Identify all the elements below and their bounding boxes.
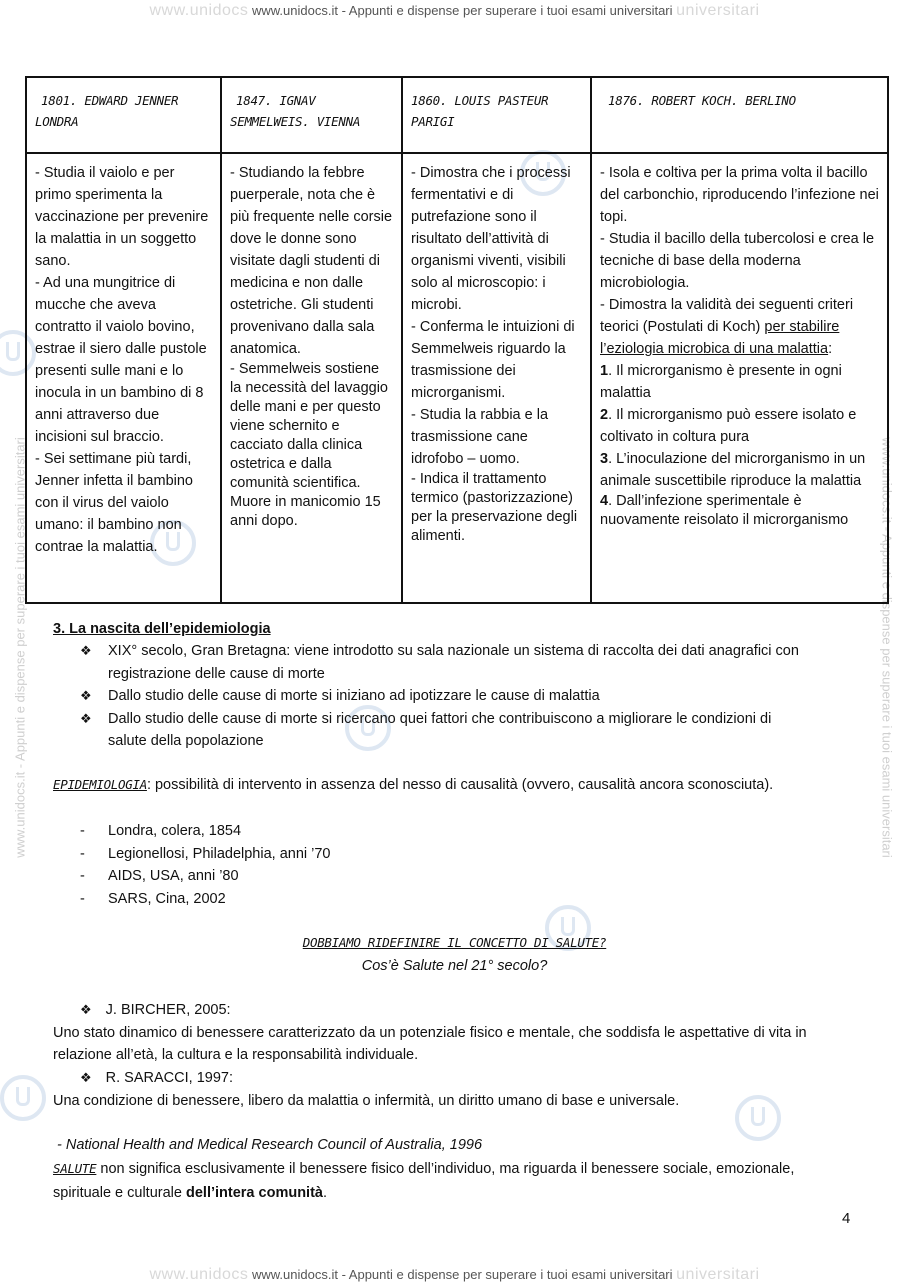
header-ghost-right: universitari: [676, 2, 760, 19]
cell-koch: - Isola e coltiva per la prima volta il bacillo del carbonchio, riproducendo l’infezione nei topi. - Studia il bacillo della tubercolosi e crea le tecniche di base della moderna microbiologia. - Dimostra la validità dei seguenti criteri teorici (Postulati di Koch) per stabilire l’eziologia microbica di una malattia: 1. Il microrganismo è presente in ogni malattia 2. Il microrganismo può essere isolato e coltivato in coltura pura 3. L’inoculazione del microrganismo in un animale suscettibile riproduce la malattia 4. Dall’infezione sperimentale è nuovamente reisolato il microrganismo: [591, 153, 888, 603]
quote-bircher-text: Uno stato dinamico di benessere caratterizzato da un potenziale fisico e mentale, che soddisfa le aspettative di vita in relazione all’età, la cultura e la responsabilità individuale.: [53, 1025, 807, 1063]
left-side-watermark: www.unidocs.it - Appunti e dispense per superare i tuoi esami universitari: [12, 437, 28, 858]
postulate-3: 3. L’inoculazione del microrganismo in un animale suscettibile riproduce la malattia: [600, 451, 866, 489]
list-item: ❖ Dallo studio delle cause di morte si ricercano quei fattori che contribuiscono a migliorare le condizioni di salute della popolazione: [80, 708, 800, 753]
diamond-bullet-icon: ❖: [80, 688, 92, 703]
postulate-4: 4. Dall’infezione sperimentale è nuovamente reisolato il microrganismo: [600, 493, 849, 528]
koch-postulates-intro: - Dimostra la validità dei seguenti criteri teorici (Postulati di Koch) per stabilire l’eziologia microbica di una malattia:: [600, 297, 854, 357]
postulate-1: 1. Il microrganismo è presente in ogni malattia: [600, 363, 842, 401]
table-row: [26, 153, 888, 603]
footer-ghost-right: universitari: [676, 1266, 760, 1283]
history-table: [25, 76, 889, 604]
list-item: - Londra, colera, 1854: [80, 823, 242, 839]
header-jenner: 1801. EDWARD JENNER LONDRA: [26, 77, 221, 153]
epidemic-examples-list: [80, 820, 331, 910]
quote-saracci-text: Una condizione di benessere, libero da malattia o infermità, un diritto umano di base e universale.: [53, 1093, 680, 1109]
header-pasteur: 1860. LOUIS PASTEUR PARIGI: [402, 77, 591, 153]
diamond-bullet-icon: ❖: [80, 1070, 92, 1085]
epidemiologia-definition: EPIDEMIOLOGIA: possibilità di intervento in assenza del nesso di causalità (ovvero, causalità ancora sconosciuta).: [53, 777, 774, 793]
cell-semmelweis: - Studiando la febbre puerperale, nota che è più frequente nelle corsie dove le donne sono visitate dagli studenti di medicina e non dalle ostetriche. Gli studenti provenivano dalla sala anatomica. - Semmelweis sostiene la necessità del lavaggio delle mani e per questo viene schernito e cacciato dalla clinica ostetrica e dalla comunità scientifica. Muore in manicomio 15 anni dopo.: [221, 153, 402, 603]
quote-saracci-head: ❖ R. SARACCI, 1997:: [80, 1070, 233, 1086]
section-title: 3. La nascita dell’epidemiologia: [53, 621, 271, 637]
list-item: - SARS, Cina, 2002: [80, 890, 226, 907]
header-ghost-left: www.unidocs: [149, 2, 249, 19]
header-text: www.unidocs.it - Appunti e dispense per superare i tuoi esami universitari: [251, 3, 673, 18]
epidemiologia-term: EPIDEMIOLOGIA: [53, 777, 147, 792]
list-item: ❖ Dallo studio delle cause di morte si iniziano ad ipotizzare le cause di malattia: [80, 685, 800, 708]
page-header-watermark: [0, 2, 909, 20]
list-item: - Legionellosi, Philadelphia, anni ’70: [80, 845, 331, 862]
watermark-logo-icon: [0, 1075, 46, 1121]
right-side-watermark: www.unidocs.it - Appunti e dispense per superare i tuoi esami universitari: [879, 437, 895, 858]
diamond-bullet-icon: ❖: [80, 710, 92, 726]
quote-nhmrc-source: - National Health and Medical Research Council of Australia, 1996: [57, 1137, 483, 1153]
header-semmelweis: 1847. IGNAV SEMMELWEIS. VIENNA: [221, 77, 402, 153]
page-footer-watermark: [0, 1266, 909, 1284]
diamond-bullet-icon: ❖: [80, 1002, 92, 1017]
salute-subtitle: Cos’è Salute nel 21° secolo?: [361, 958, 548, 974]
quote-bircher-head: ❖ J. BIRCHER, 2005:: [80, 1002, 231, 1018]
section3-bullet-list: [80, 640, 800, 753]
list-item: ❖ XIX° secolo, Gran Bretagna: viene introdotto su sala nazionale un sistema di raccolta dei dati anagrafici con registrazione delle cause di morte: [80, 640, 800, 685]
salute-term: SALUTE: [53, 1161, 97, 1176]
table-header-row: [26, 77, 888, 153]
cell-jenner: - Studia il vaiolo e per primo sperimenta la vaccinazione per prevenire la malattia in un soggetto sano. - Ad una mungitrice di mucche che aveva contratto il vaiolo bovino, estrae il siero dalle pustole presenti sulle mani e lo inocula in un bambino di 8 anni attraverso due incisioni sul braccio. - Sei settimane più tardi, Jenner infetta il bambino con il virus del vaiolo umano: il bambino non contrae la malattia.: [26, 153, 221, 603]
postulate-2: 2. Il microrganismo può essere isolato e coltivato in coltura pura: [600, 407, 857, 445]
footer-text: www.unidocs.it - Appunti e dispense per superare i tuoi esami universitari: [251, 1267, 673, 1282]
footer-ghost-left: www.unidocs: [149, 1266, 249, 1283]
cell-pasteur: - Dimostra che i processi fermentativi e di putrefazione sono il risultato dell’attività di organismi viventi, visibili solo al microscopio: i microbi. - Conferma le intuizioni di Semmelweis riguardo la trasmissione dei microrganismi. - Studia la rabbia e la trasmissione cane idrofobo – uomo. - Indica il trattamento termico (pastorizzazione) per la preservazione degli alimenti.: [402, 153, 591, 603]
diamond-bullet-icon: ❖: [80, 643, 92, 658]
list-item: - AIDS, USA, anni ’80: [80, 868, 239, 884]
header-koch: 1876. ROBERT KOCH. BERLINO: [591, 77, 888, 153]
quote-nhmrc-text: SALUTE non significa esclusivamente il benessere fisico dell’individuo, ma riguarda il benessere sociale, emozionale, spirituale e culturale dell’intera comunità.: [53, 1161, 795, 1201]
salute-title: DOBBIAMO RIDEFINIRE IL CONCETTO DI SALUTE?: [302, 935, 607, 950]
page-number: 4: [842, 1210, 851, 1227]
